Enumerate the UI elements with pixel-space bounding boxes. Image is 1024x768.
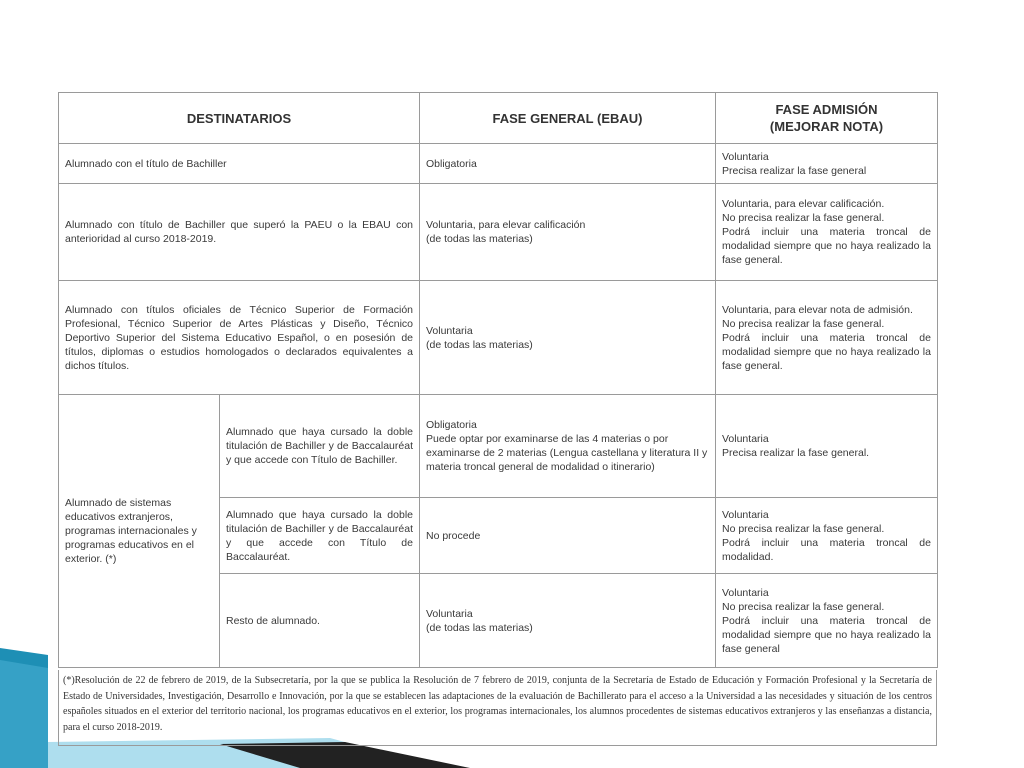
destinatario-cell: Alumnado con el título de Bachiller — [59, 144, 420, 184]
header-fase-admision — [716, 93, 938, 144]
document — [58, 92, 937, 668]
table-row — [59, 184, 938, 281]
footnote: (*)Resolución de 22 de febrero de 2019, de la Subsecretaría, por la que se publica la Resolución de 7 febrero de 2019, conjunta de la Secretaría de Estado de Educación y Formación Profesional y la Secretaría de Estado de Universidades, Investigación, Desarrollo e Innovación, por la que se establecen las adaptaciones de la evaluación de Bachillerato para el acceso a la Universidad a las necesidades y situación de los centros españoles situados en el exterior del territorio nacional, los programas educativos en el exterior, los programas internacionales, los alumnos procedentes de sistemas educativos extranjeros y las enseñanzas a distancia, para el curso 2018-2019. — [58, 670, 937, 746]
cell-text: (de todas las materias) — [426, 233, 533, 245]
cell-text: Puede optar por examinarse de las 4 materias o por examinarse de 2 materias (Lengua castellana y literatura II y materia troncal general de modalidad o itinerario) — [426, 433, 708, 473]
fase-admision-cell — [716, 498, 938, 574]
table-row — [59, 395, 938, 498]
cell-text: No precisa realizar la fase general. — [722, 522, 885, 535]
destinatario-cell: Alumnado que haya cursado la doble titulación de Bachiller y de Baccalauréat y que accede con Título de Bachiller. — [220, 395, 420, 498]
cell-text: No precisa realizar la fase general. — [722, 212, 885, 224]
header-row — [59, 93, 938, 144]
header-fase-admision-line1: FASE ADMISIÓN — [775, 102, 878, 117]
cell-text: Voluntaria — [722, 586, 769, 599]
cell-text: Precisa realizar la fase general. — [722, 447, 870, 459]
cell-text: No procede — [426, 529, 481, 542]
header-destinatarios: DESTINATARIOS — [59, 93, 420, 144]
table-row — [59, 281, 938, 395]
destinatario-cell: Resto de alumnado. — [220, 574, 420, 668]
cell-text: (de todas las materias) — [426, 338, 533, 351]
cell-text: Voluntaria, para elevar calificación — [426, 219, 586, 231]
fase-admision-cell — [716, 281, 938, 395]
fase-general-cell — [420, 281, 716, 395]
cell-text: Obligatoria — [426, 419, 477, 431]
cell-text: Podrá incluir una materia troncal de modalidad siempre que no haya realizado la fase general. — [722, 226, 931, 266]
cell-text: Precisa realizar la fase general — [722, 164, 867, 177]
cell-text: Voluntaria — [722, 508, 769, 521]
cell-text: Podrá incluir una materia troncal de modalidad siempre que no haya realizado la fase general — [722, 614, 931, 655]
header-fase-general: FASE GENERAL (EBAU) — [420, 93, 716, 144]
header-fase-admision-line2: (MEJORAR NOTA) — [769, 119, 884, 134]
destinatario-cell: Alumnado con títulos oficiales de Técnico Superior de Formación Profesional, Técnico Superior de Artes Plásticas y Diseño, Técnico Deportivo Superior del Sistema Educativo Español, o en posesión de títulos, diplomas o estudios homologados o declarados equivalentes a dichos títulos. — [59, 281, 420, 395]
cell-text: Voluntaria — [722, 150, 769, 163]
fase-admision-cell — [716, 574, 938, 668]
fase-admision-cell — [716, 395, 938, 498]
fase-general-cell — [420, 184, 716, 281]
cell-text: Voluntaria, para elevar nota de admisión. — [722, 303, 913, 316]
destinatario-cell: Alumnado con título de Bachiller que superó la PAEU o la EBAU con anterioridad al curso 2018-2019. — [59, 184, 420, 281]
fase-general-cell — [420, 395, 716, 498]
cell-text: Voluntaria — [426, 324, 473, 337]
table-row — [59, 144, 938, 184]
fase-general-cell — [420, 574, 716, 668]
destinatario-cell: Alumnado que haya cursado la doble titulación de Bachiller y de Baccalauréat y que accede con Título de Baccalauréat. — [220, 498, 420, 574]
fase-general-cell — [420, 144, 716, 184]
fase-admision-cell — [716, 144, 938, 184]
cell-text: (de todas las materias) — [426, 621, 533, 634]
extranjeros-group-cell: Alumnado de sistemas educativos extranjeros, programas internacionales y programas educativos en el exterior. (*) — [59, 395, 220, 668]
cell-text: Voluntaria, para elevar calificación. — [722, 198, 885, 210]
fase-admision-cell — [716, 184, 938, 281]
cell-text: Voluntaria — [426, 607, 473, 620]
fase-general-cell — [420, 498, 716, 574]
cell-text: Obligatoria — [426, 157, 477, 170]
admission-table — [58, 92, 938, 668]
cell-text: No precisa realizar la fase general. — [722, 317, 885, 330]
cell-text: No precisa realizar la fase general. — [722, 600, 885, 613]
cell-text: Voluntaria — [722, 433, 769, 445]
cell-text: Podrá incluir una materia troncal de modalidad. — [722, 536, 931, 563]
cell-text: Podrá incluir una materia troncal de modalidad siempre que no haya realizado la fase general. — [722, 331, 931, 372]
